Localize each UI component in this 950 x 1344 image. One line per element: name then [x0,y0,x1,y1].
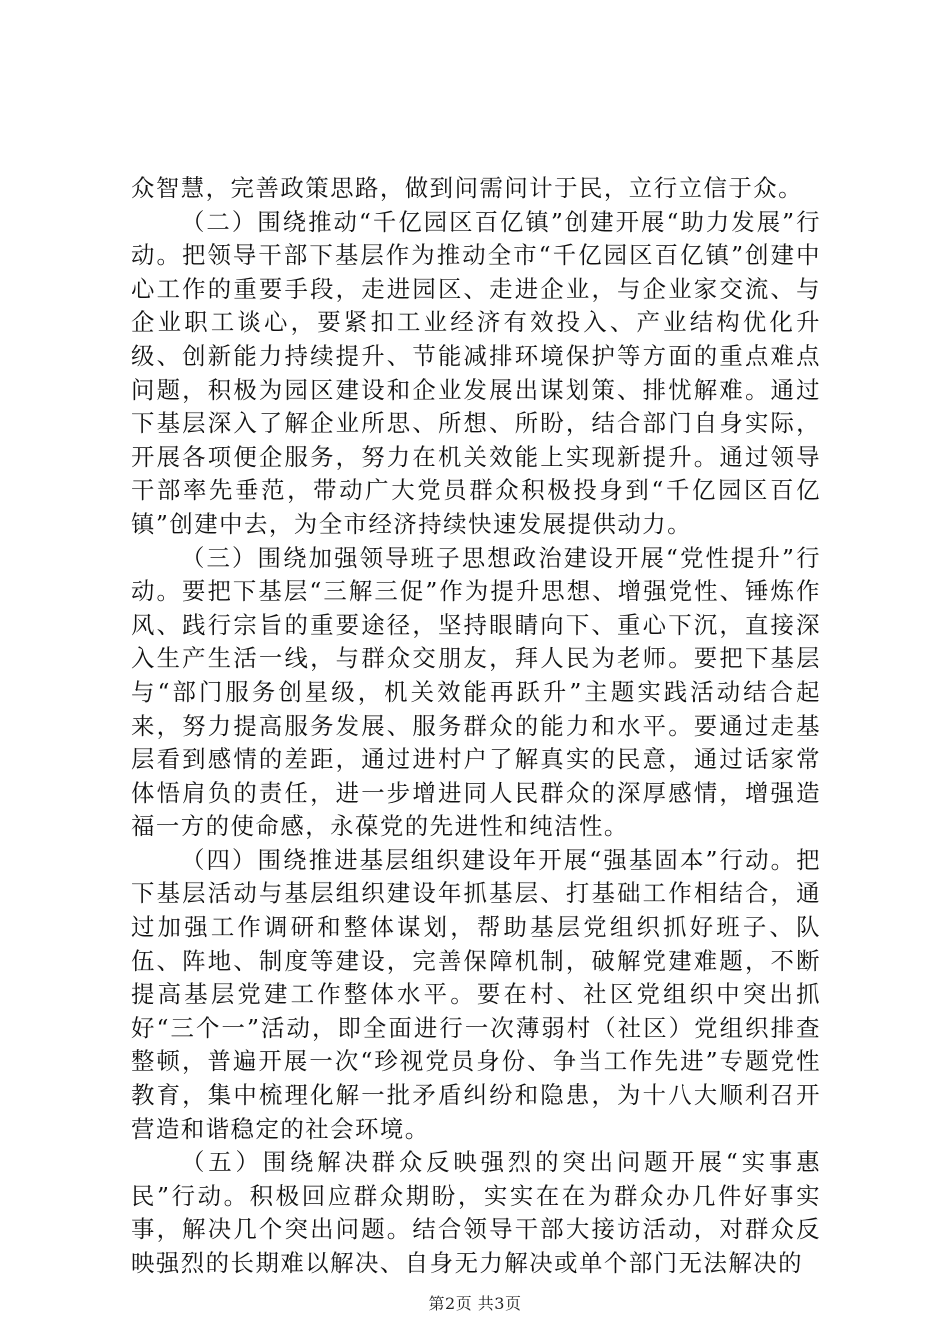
paragraph-section-two: （二）围绕推动“千亿园区百亿镇”创建开展“助力发展”行动。把领导干部下基层作为推动全市“千亿园区百亿镇”创建中心工作的重要手段，走进园区、走进企业，与企业家交流、与企业职工谈心，要紧扣工业经济有效投入、产业结构优化升级、创新能力持续提升、节能减排环境保护等方面的重点难点问题，积极为园区建设和企业发展出谋划策、排忧解难。通过下基层深入了解企业所思、所想、所盼，结合部门自身实际，开展各项便企服务，努力在机关效能上实现新提升。通过领导干部率先垂范，带动广大党员群众积极投身到“千亿园区百亿镇”创建中去，为全市经济持续快速发展提供动力。 [131,207,821,538]
page-number-label: 第2页 共3页 [428,1294,522,1313]
page-footer [0,1294,950,1314]
paragraph-section-four: （四）围绕推进基层组织建设年开展“强基固本”行动。把下基层活动与基层组织建设年抓基层、打基础工作相结合，通过加强工作调研和整体谋划，帮助基层党组织抓好班子、队伍、阵地、制度等建设，完善保障机制，破解党建难题，不断提高基层党建工作整体水平。要在村、社区党组织中突出抓好“三个一”活动，即全面进行一次薄弱村（社区）党组织排查整顿，普遍开展一次“珍视党员身份、争当工作先进”专题党性教育，集中梳理化解一批矛盾纠纷和隐患，为十八大顺利召开营造和谐稳定的社会环境。 [131,845,821,1143]
paragraph-section-five: （五）围绕解决群众反映强烈的突出问题开展“实事惠民”行动。积极回应群众期盼，实实在在为群众办几件好事实事，解决几个突出问题。结合领导干部大接访活动，对群众反映强烈的长期难以解决、自身无力解决或单个部门无法解决的 [131,1148,821,1277]
document-body [131,172,821,1281]
paragraph-section-three: （三）围绕加强领导班子思想政治建设开展“党性提升”行动。要把下基层“三解三促”作为提升思想、增强党性、锤炼作风、践行宗旨的重要途径，坚持眼睛向下、重心下沉，直接深入生产生活一线，与群众交朋友，拜人民为老师。要把下基层与“部门服务创星级，机关效能再跃升”主题实践活动结合起来，努力提高服务发展、服务群众的能力和水平。要通过走基层看到感情的差距，通过进村户了解真实的民意，通过话家常体悟肩负的责任，进一步增进同人民群众的深厚感情，增强造福一方的使命感，永葆党的先进性和纯洁性。 [131,543,821,841]
paragraph-continuation: 众智慧，完善政策思路，做到问需问计于民，立行立信于众。 [131,174,804,202]
